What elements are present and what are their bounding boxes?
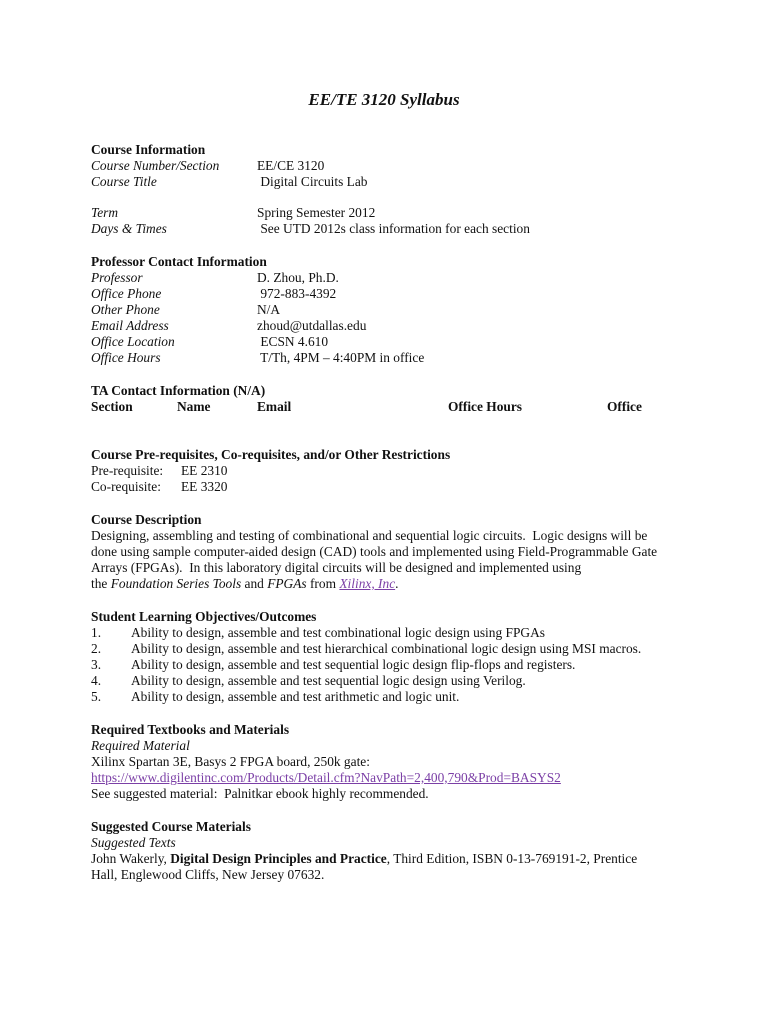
list-text: Ability to design, assemble and test hierarchical combinational logic design using MSI macros. bbox=[131, 641, 642, 656]
info-value: EE/CE 3120 bbox=[257, 158, 325, 173]
description-line bbox=[91, 576, 691, 592]
info-label: Days & Times bbox=[91, 221, 167, 236]
info-row bbox=[91, 174, 691, 190]
description-line: Arrays (FPGAs). In this laboratory digital circuits will be designed and implemented using bbox=[91, 560, 582, 575]
info-value: Digital Circuits Lab bbox=[257, 174, 368, 189]
ta-col-section: Section bbox=[91, 399, 133, 414]
info-value: ECSN 4.610 bbox=[257, 334, 329, 349]
prereq-label: Pre-requisite: bbox=[91, 463, 164, 478]
list-number: 5. bbox=[91, 689, 102, 704]
ta-col-name: Name bbox=[177, 399, 211, 414]
info-value: T/Th, 4PM – 4:40PM in office bbox=[257, 350, 425, 365]
list-item bbox=[91, 625, 691, 641]
list-text: Ability to design, assemble and test arithmetic and logic unit. bbox=[131, 689, 460, 704]
prereq-heading: Course Pre-requisites, Co-requisites, and/or Other Restrictions bbox=[91, 447, 451, 462]
info-label: Email Address bbox=[91, 318, 169, 333]
list-item bbox=[91, 689, 691, 705]
text: from bbox=[306, 576, 340, 591]
description-body bbox=[91, 528, 691, 592]
info-value: N/A bbox=[257, 302, 281, 317]
digilent-link[interactable]: https://www.digilentinc.com/Products/Detail.cfm?NavPath=2,400,790&Prod=BASYS2 bbox=[91, 770, 561, 785]
list-text: Ability to design, assemble and test combinational logic design using FPGAs bbox=[131, 625, 545, 640]
description-line: Designing, assembling and testing of combinational and sequential logic circuits. Logic designs will be bbox=[91, 528, 648, 543]
ta-heading: TA Contact Information (N/A) bbox=[91, 383, 266, 398]
textbook-line: Xilinx Spartan 3E, Basys 2 FPGA board, 250k gate: bbox=[91, 754, 370, 769]
suggested-texts-subheading: Suggested Texts bbox=[91, 835, 176, 850]
info-value: D. Zhou, Ph.D. bbox=[257, 270, 339, 285]
info-label: Professor bbox=[91, 270, 143, 285]
info-label: Term bbox=[91, 205, 119, 220]
ta-col-email: Email bbox=[257, 399, 292, 414]
objectives-heading: Student Learning Objectives/Outcomes bbox=[91, 609, 317, 624]
xilinx-link[interactable]: Xilinx, Inc bbox=[339, 576, 396, 591]
info-row bbox=[91, 205, 691, 221]
coreq-label: Co-requisite: bbox=[91, 479, 161, 494]
ta-col-office-hours: Office Hours bbox=[448, 399, 523, 414]
info-row bbox=[91, 334, 691, 350]
info-value: See UTD 2012s class information for each section bbox=[257, 221, 530, 236]
author-text: John Wakerly, bbox=[91, 851, 171, 866]
description-heading: Course Description bbox=[91, 512, 202, 527]
info-row bbox=[91, 158, 691, 174]
info-value: 972-883-4392 bbox=[257, 286, 337, 301]
text: and bbox=[241, 576, 268, 591]
textbooks-heading: Required Textbooks and Materials bbox=[91, 722, 290, 737]
list-item bbox=[91, 641, 691, 657]
prereq-row bbox=[91, 479, 691, 495]
info-label: Course Number/Section bbox=[91, 158, 220, 173]
text: . bbox=[395, 576, 399, 591]
info-row bbox=[91, 318, 691, 334]
prereq-value: EE 2310 bbox=[181, 463, 228, 478]
info-row bbox=[91, 221, 691, 237]
course-info-heading: Course Information bbox=[91, 142, 206, 157]
required-material-subheading: Required Material bbox=[91, 738, 190, 753]
tools-text: Foundation Series Tools bbox=[110, 576, 242, 591]
info-label: Office Hours bbox=[91, 350, 161, 365]
suggested-heading: Suggested Course Materials bbox=[91, 819, 251, 834]
info-row bbox=[91, 286, 691, 302]
info-label: Office Phone bbox=[91, 286, 162, 301]
list-number: 4. bbox=[91, 673, 102, 688]
prereq-row bbox=[91, 463, 691, 479]
info-value: Spring Semester 2012 bbox=[257, 205, 376, 220]
fpgas-text: FPGAs bbox=[267, 576, 307, 591]
list-text: Ability to design, assemble and test sequential logic design using Verilog. bbox=[131, 673, 526, 688]
info-label: Course Title bbox=[91, 174, 157, 189]
info-label: Other Phone bbox=[91, 302, 160, 317]
info-row bbox=[91, 270, 691, 286]
textbook-note: See suggested material: Palnitkar ebook highly recommended. bbox=[91, 786, 429, 801]
ta-col-office: Office bbox=[607, 399, 642, 414]
list-item bbox=[91, 657, 691, 673]
list-number: 2. bbox=[91, 641, 102, 656]
suggested-book-line bbox=[91, 851, 691, 867]
description-line: done using sample computer-aided design (CAD) tools and implemented using Field-Programmable Gate bbox=[91, 544, 658, 559]
page-title: EE/TE 3120 Syllabus bbox=[308, 90, 460, 109]
list-text: Ability to design, assemble and test sequential logic design flip-flops and registers. bbox=[131, 657, 576, 672]
info-row bbox=[91, 350, 691, 366]
objectives-list bbox=[91, 625, 691, 705]
info-label: Office Location bbox=[91, 334, 175, 349]
email-value: zhoud@utdallas.edu bbox=[257, 318, 367, 333]
book-details: , Third Edition, ISBN 0-13-769191-2, Prentice bbox=[386, 851, 638, 866]
info-row bbox=[91, 302, 691, 318]
coreq-value: EE 3320 bbox=[181, 479, 228, 494]
list-number: 1. bbox=[91, 625, 102, 640]
list-number: 3. bbox=[91, 657, 102, 672]
book-title: Digital Design Principles and Practice bbox=[170, 851, 387, 866]
ta-table-header bbox=[91, 399, 691, 415]
professor-heading: Professor Contact Information bbox=[91, 254, 267, 269]
syllabus-content bbox=[91, 142, 691, 883]
suggested-book-line: Hall, Englewood Cliffs, New Jersey 07632. bbox=[91, 867, 325, 882]
list-item bbox=[91, 673, 691, 689]
text: the bbox=[91, 576, 111, 591]
